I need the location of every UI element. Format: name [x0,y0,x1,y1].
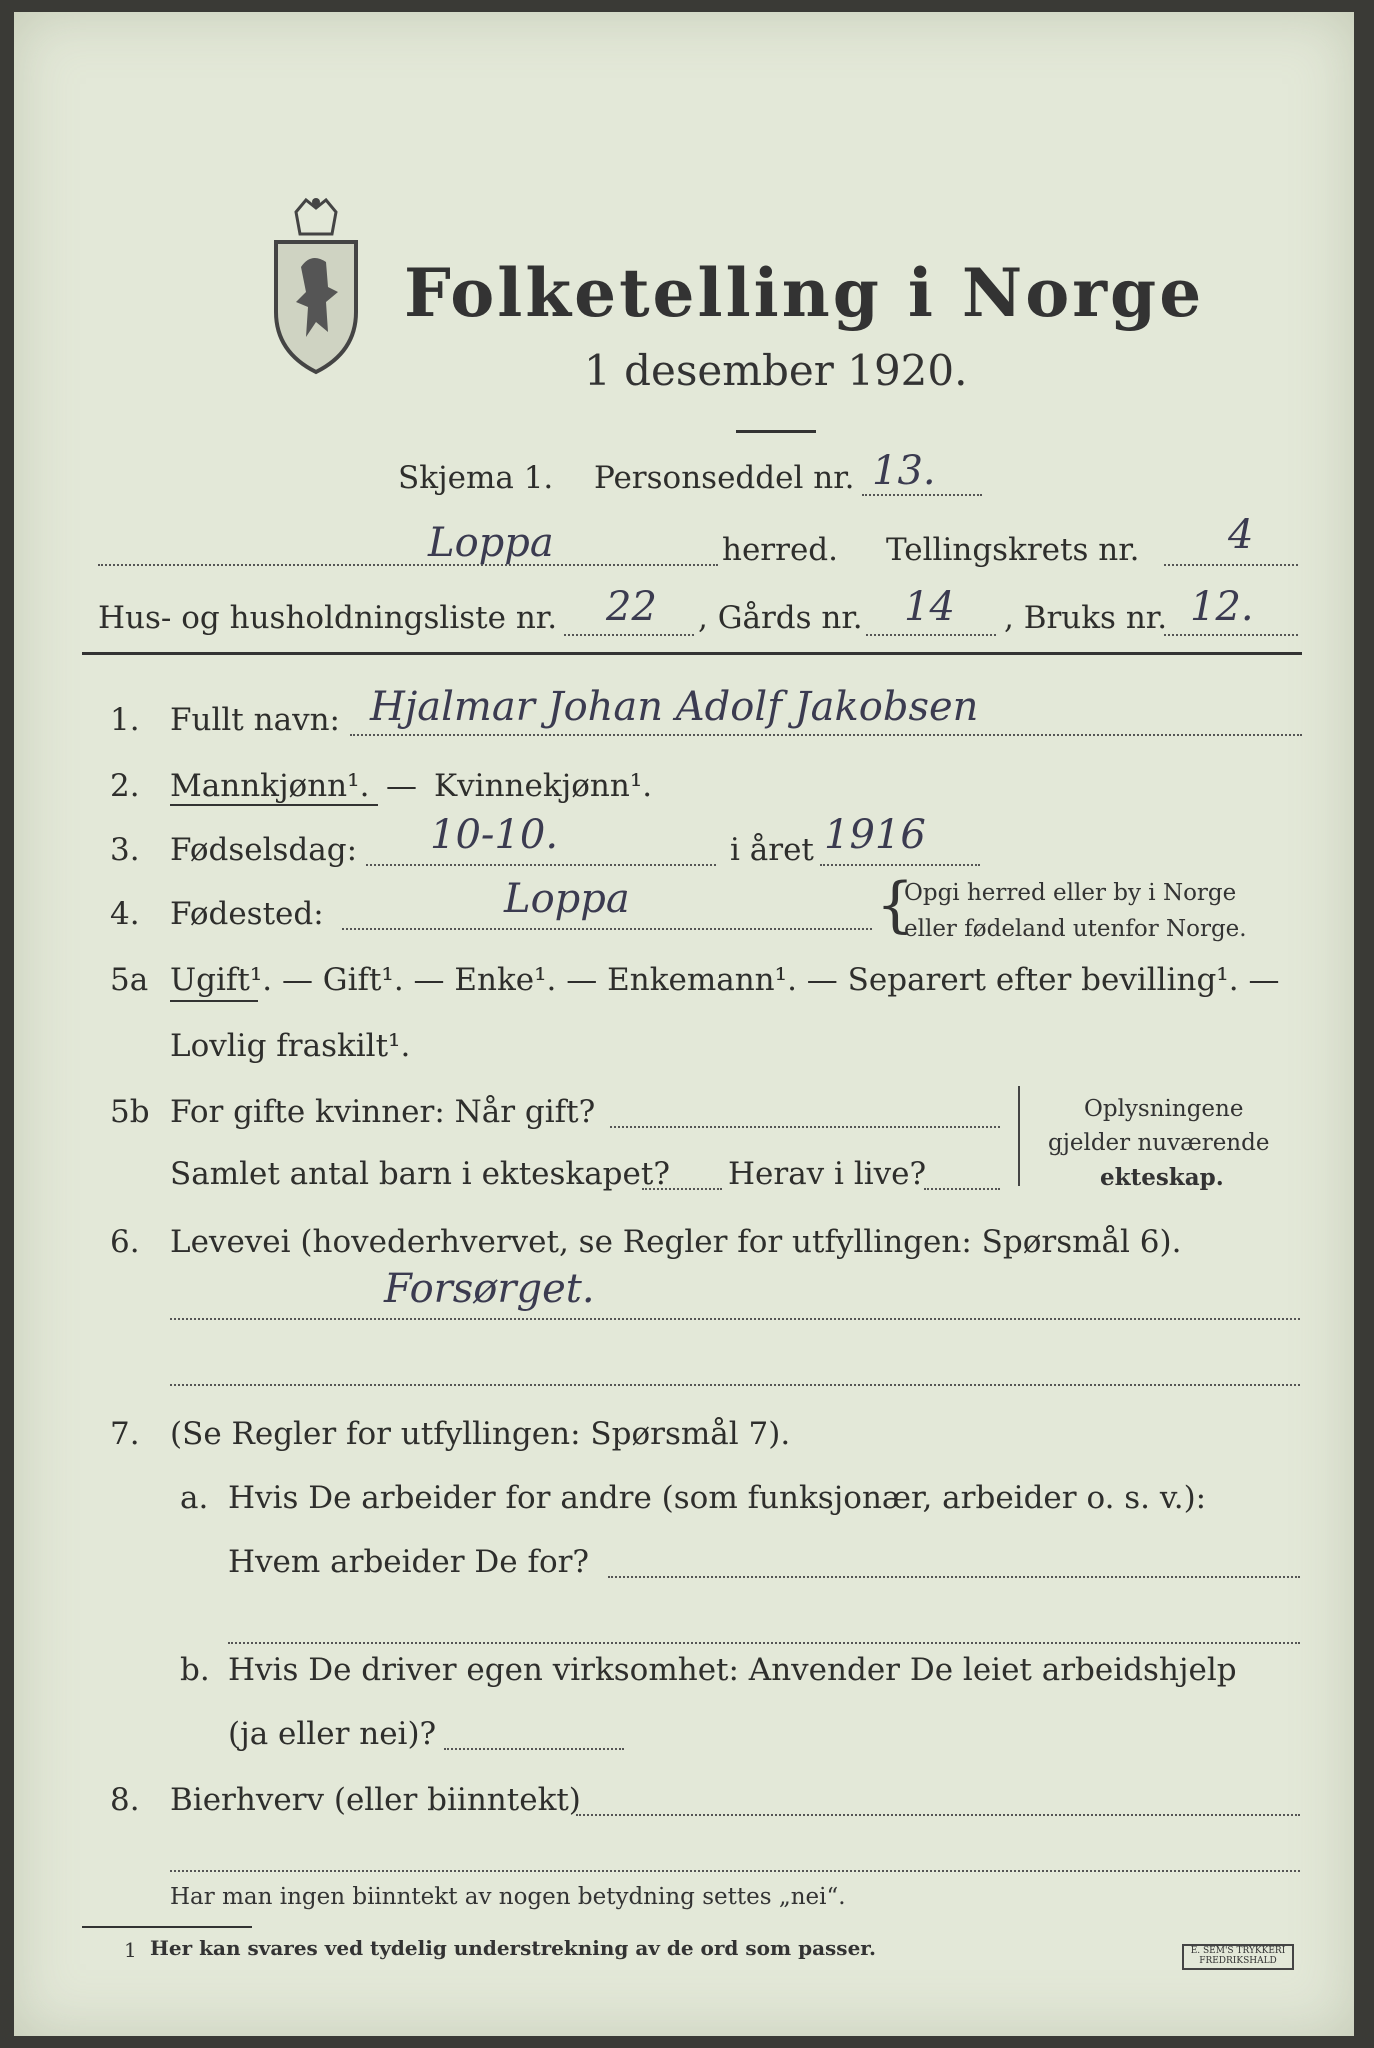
footnote-number: 1 [124,1938,137,1962]
male-selected-underline [170,804,378,806]
husliste-label: Hus- og husholdningsliste nr. [98,600,558,636]
gards-field-line [866,634,996,636]
birthdate-value[interactable]: 10-10. [430,812,559,858]
herred-value[interactable]: Loppa [428,520,554,566]
bruks-label: , Bruks nr. [1004,600,1168,636]
side-income-field-line2 [170,1870,1300,1872]
tellingskrets-label: Tellingskrets nr. [886,532,1140,568]
q1-label: Fullt navn: [170,702,340,738]
form-title: Folketelling i Norge [404,254,1205,332]
personseddel-field-line [862,494,982,496]
printer-stamp-line1: E. SEM'S TRYKKERI [1190,1946,1286,1956]
birthplace-value[interactable]: Loppa [504,876,630,922]
q1-field-line [350,734,1302,736]
q4-brace: { [876,870,915,940]
female-option[interactable]: Kvinnekjønn¹. [434,768,653,804]
q4-note-line1: Opgi herred eller by i Norge [904,880,1237,906]
printer-stamp-line2: FREDRIKSHALD [1199,1956,1277,1966]
q5b-alive-label: Herav i live? [728,1156,927,1192]
census-date: 1 desember 1920. [584,346,968,395]
norwegian-coat-of-arms-icon [266,192,366,377]
q5a-number: 5a [110,962,149,998]
full-name-value[interactable]: Hjalmar Johan Adolf Jakobsen [370,684,979,730]
q3-number: 3. [110,832,140,868]
q5b-note-line1: Oplysningene [1084,1096,1244,1122]
q5b-note-line3: ekteskap. [1100,1164,1224,1191]
year-label: i året [730,832,814,868]
occupation-field-line1 [170,1318,1300,1320]
birthplace-field-line [342,928,872,930]
gards-label: , Gårds nr. [698,600,863,636]
birthdate-field-line [366,864,716,866]
side-income-note: Har man ingen biinntekt av nogen betydning settes „nei“. [170,1884,846,1910]
q7a-line2: Hvem arbeider De for? [228,1544,590,1580]
year-field-line [820,864,980,866]
ugift-selected-underline [170,1000,258,1002]
q5b-line1: For gifte kvinner: Når gift? [170,1094,596,1130]
hired-help-field-line [444,1748,624,1750]
q1-number: 1. [110,702,140,738]
bruks-field-line [1164,634,1298,636]
q7b-letter: b. [180,1652,210,1688]
bruks-value[interactable]: 12. [1190,584,1254,630]
tellingskrets-field-line [1164,564,1298,566]
q3-label: Fødselsdag: [170,832,358,868]
q7-number: 7. [110,1416,140,1452]
occupation-value[interactable]: Forsørget. [384,1266,595,1312]
q4-number: 4. [110,896,140,932]
q7b-line1: Hvis De driver egen virksomhet: Anvender De leiet arbeidshjelp [228,1652,1237,1688]
when-married-field-line [610,1126,1000,1128]
q7-label: (Se Regler for utfyllingen: Spørsmål 7). [170,1416,791,1452]
q5b-children-label: Samlet antal barn i ekteskapet? [170,1156,670,1192]
q5b-note-line2: gjelder nuværende [1048,1130,1270,1156]
q7a-letter: a. [180,1480,209,1516]
side-income-field-line1 [576,1814,1300,1816]
children-field-line [642,1188,722,1190]
q6-label: Levevei (hovederhvervet, se Regler for utfyllingen: Spørsmål 6). [170,1224,1182,1260]
birth-year-value[interactable]: 1916 [824,812,926,858]
q7b-line2: (ja eller nei)? [228,1716,437,1752]
male-option[interactable]: Mannkjønn¹. [170,768,370,804]
marital-status-options[interactable]: Ugift¹. — Gift¹. — Enke¹. — Enkemann¹. — Separert efter bevilling¹. — [170,962,1280,998]
gards-value[interactable]: 14 [904,584,955,630]
q8-number: 8. [110,1782,140,1818]
marital-status-options-line2[interactable]: Lovlig fraskilt¹. [170,1028,411,1064]
q8-label: Bierhverv (eller biinntekt) [170,1782,581,1818]
herred-field-line [98,564,718,566]
footnote-text: Her kan svares ved tydelig understrekning av de ord som passer. [150,1936,876,1960]
q6-number: 6. [110,1224,140,1260]
herred-label: herred. [722,532,838,568]
occupation-field-line2 [170,1384,1300,1386]
header-divider [82,652,1302,655]
personseddel-value[interactable]: 13. [872,448,936,494]
employer-field-line1 [608,1576,1300,1578]
husliste-field-line [564,634,694,636]
q4-note-line2: eller fødeland utenfor Norge. [904,916,1247,942]
tellingskrets-value[interactable]: 4 [1228,512,1254,558]
q4-label: Fødested: [170,896,324,932]
skjema-label: Skjema 1. [398,460,554,496]
q2-separator: — [386,768,417,804]
q5b-bracket [1018,1086,1024,1186]
employer-field-line2 [228,1642,1300,1644]
title-divider [736,430,816,433]
personseddel-label: Personseddel nr. [594,460,855,496]
q7a-line1: Hvis De arbeider for andre (som funksjonær, arbeider o. s. v.): [228,1480,1207,1516]
alive-field-line [924,1188,1000,1190]
footnote-divider [82,1926,252,1928]
printer-stamp [1182,1944,1294,1970]
census-form-sheet [14,12,1354,2036]
husliste-value[interactable]: 22 [606,584,657,630]
q2-number: 2. [110,768,140,804]
q5b-number: 5b [110,1094,150,1130]
